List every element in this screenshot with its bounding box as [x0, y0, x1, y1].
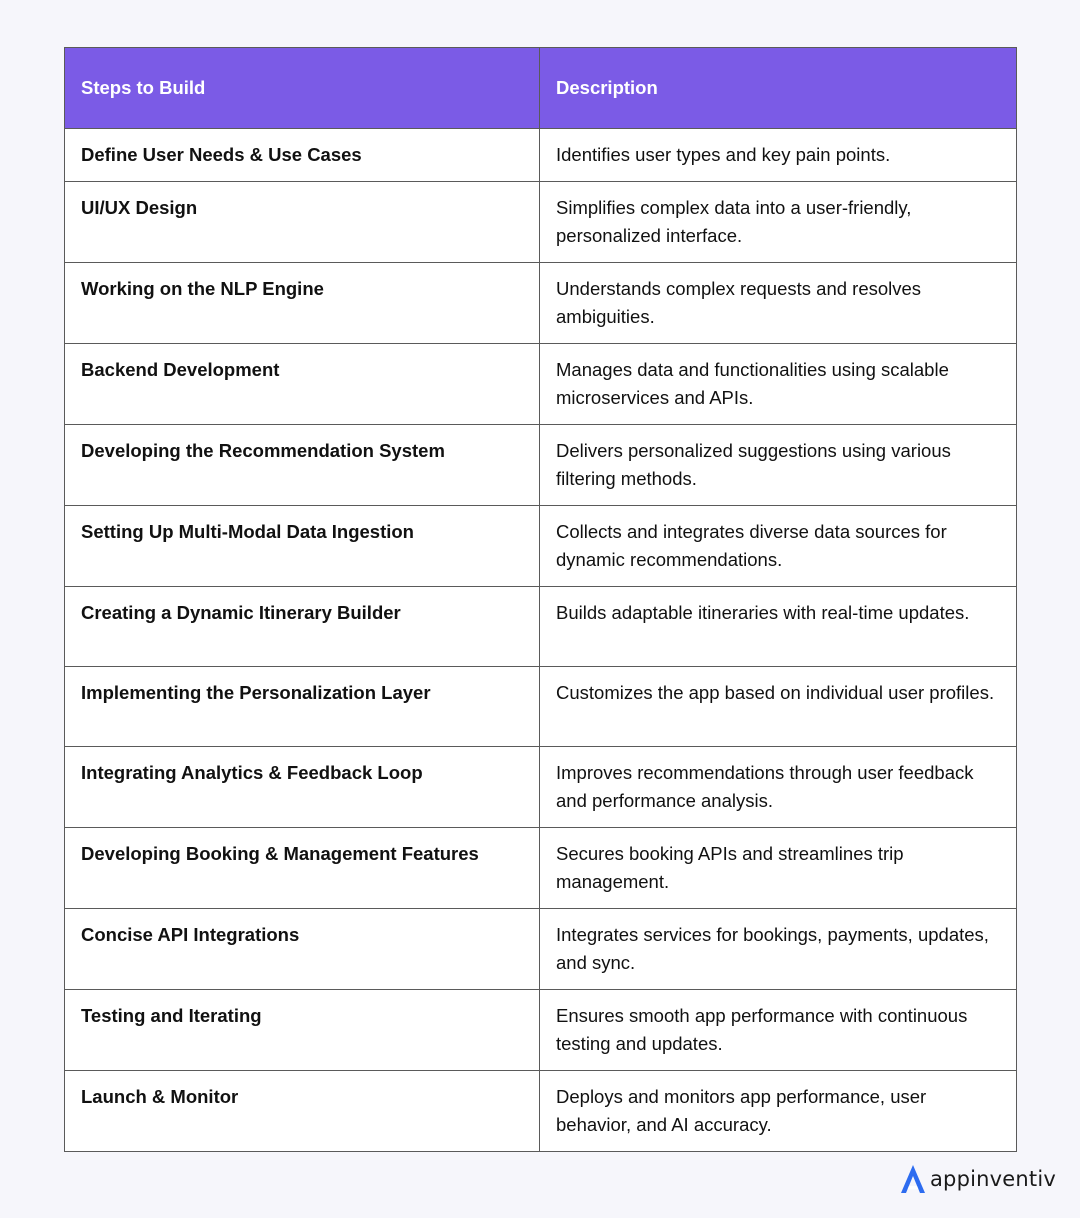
step-cell: UI/UX Design	[65, 182, 540, 263]
description-cell: Builds adaptable itineraries with real-time updates.	[540, 587, 1017, 667]
description-cell: Manages data and functionalities using scalable microservices and APIs.	[540, 344, 1017, 425]
appinventiv-a-icon	[900, 1164, 926, 1194]
table-row	[65, 747, 1017, 828]
step-cell: Launch & Monitor	[65, 1071, 540, 1152]
step-cell: Define User Needs & Use Cases	[65, 129, 540, 182]
description-cell: Improves recommendations through user feedback and performance analysis.	[540, 747, 1017, 828]
description-cell: Simplifies complex data into a user-friendly, personalized interface.	[540, 182, 1017, 263]
step-cell: Backend Development	[65, 344, 540, 425]
step-cell: Testing and Iterating	[65, 990, 540, 1071]
table-row	[65, 506, 1017, 587]
table-row	[65, 129, 1017, 182]
steps-table	[64, 47, 1017, 1152]
description-cell: Deploys and monitors app performance, user behavior, and AI accuracy.	[540, 1071, 1017, 1152]
table-row	[65, 425, 1017, 506]
description-cell: Customizes the app based on individual user profiles.	[540, 667, 1017, 747]
table-row	[65, 1071, 1017, 1152]
step-cell: Implementing the Personalization Layer	[65, 667, 540, 747]
table-row	[65, 909, 1017, 990]
step-cell: Integrating Analytics & Feedback Loop	[65, 747, 540, 828]
description-cell: Identifies user types and key pain points.	[540, 129, 1017, 182]
table-row	[65, 828, 1017, 909]
description-cell: Ensures smooth app performance with continuous testing and updates.	[540, 990, 1017, 1071]
column-header-description: Description	[540, 48, 1017, 129]
brand-logo	[900, 1164, 1056, 1194]
table-row	[65, 667, 1017, 747]
step-cell: Working on the NLP Engine	[65, 263, 540, 344]
description-cell: Understands complex requests and resolves ambiguities.	[540, 263, 1017, 344]
description-cell: Secures booking APIs and streamlines trip management.	[540, 828, 1017, 909]
step-cell: Concise API Integrations	[65, 909, 540, 990]
steps-table-container	[64, 47, 1016, 1152]
brand-name: appinventiv	[929, 1167, 1056, 1191]
column-header-steps: Steps to Build	[65, 48, 540, 129]
step-cell: Developing the Recommendation System	[65, 425, 540, 506]
table-row	[65, 182, 1017, 263]
description-cell: Delivers personalized suggestions using various filtering methods.	[540, 425, 1017, 506]
table-row	[65, 263, 1017, 344]
step-cell: Creating a Dynamic Itinerary Builder	[65, 587, 540, 667]
table-row	[65, 344, 1017, 425]
step-cell: Setting Up Multi-Modal Data Ingestion	[65, 506, 540, 587]
table-row	[65, 990, 1017, 1071]
description-cell: Integrates services for bookings, payments, updates, and sync.	[540, 909, 1017, 990]
table-row	[65, 587, 1017, 667]
step-cell: Developing Booking & Management Features	[65, 828, 540, 909]
table-header-row	[65, 48, 1017, 129]
description-cell: Collects and integrates diverse data sources for dynamic recommendations.	[540, 506, 1017, 587]
